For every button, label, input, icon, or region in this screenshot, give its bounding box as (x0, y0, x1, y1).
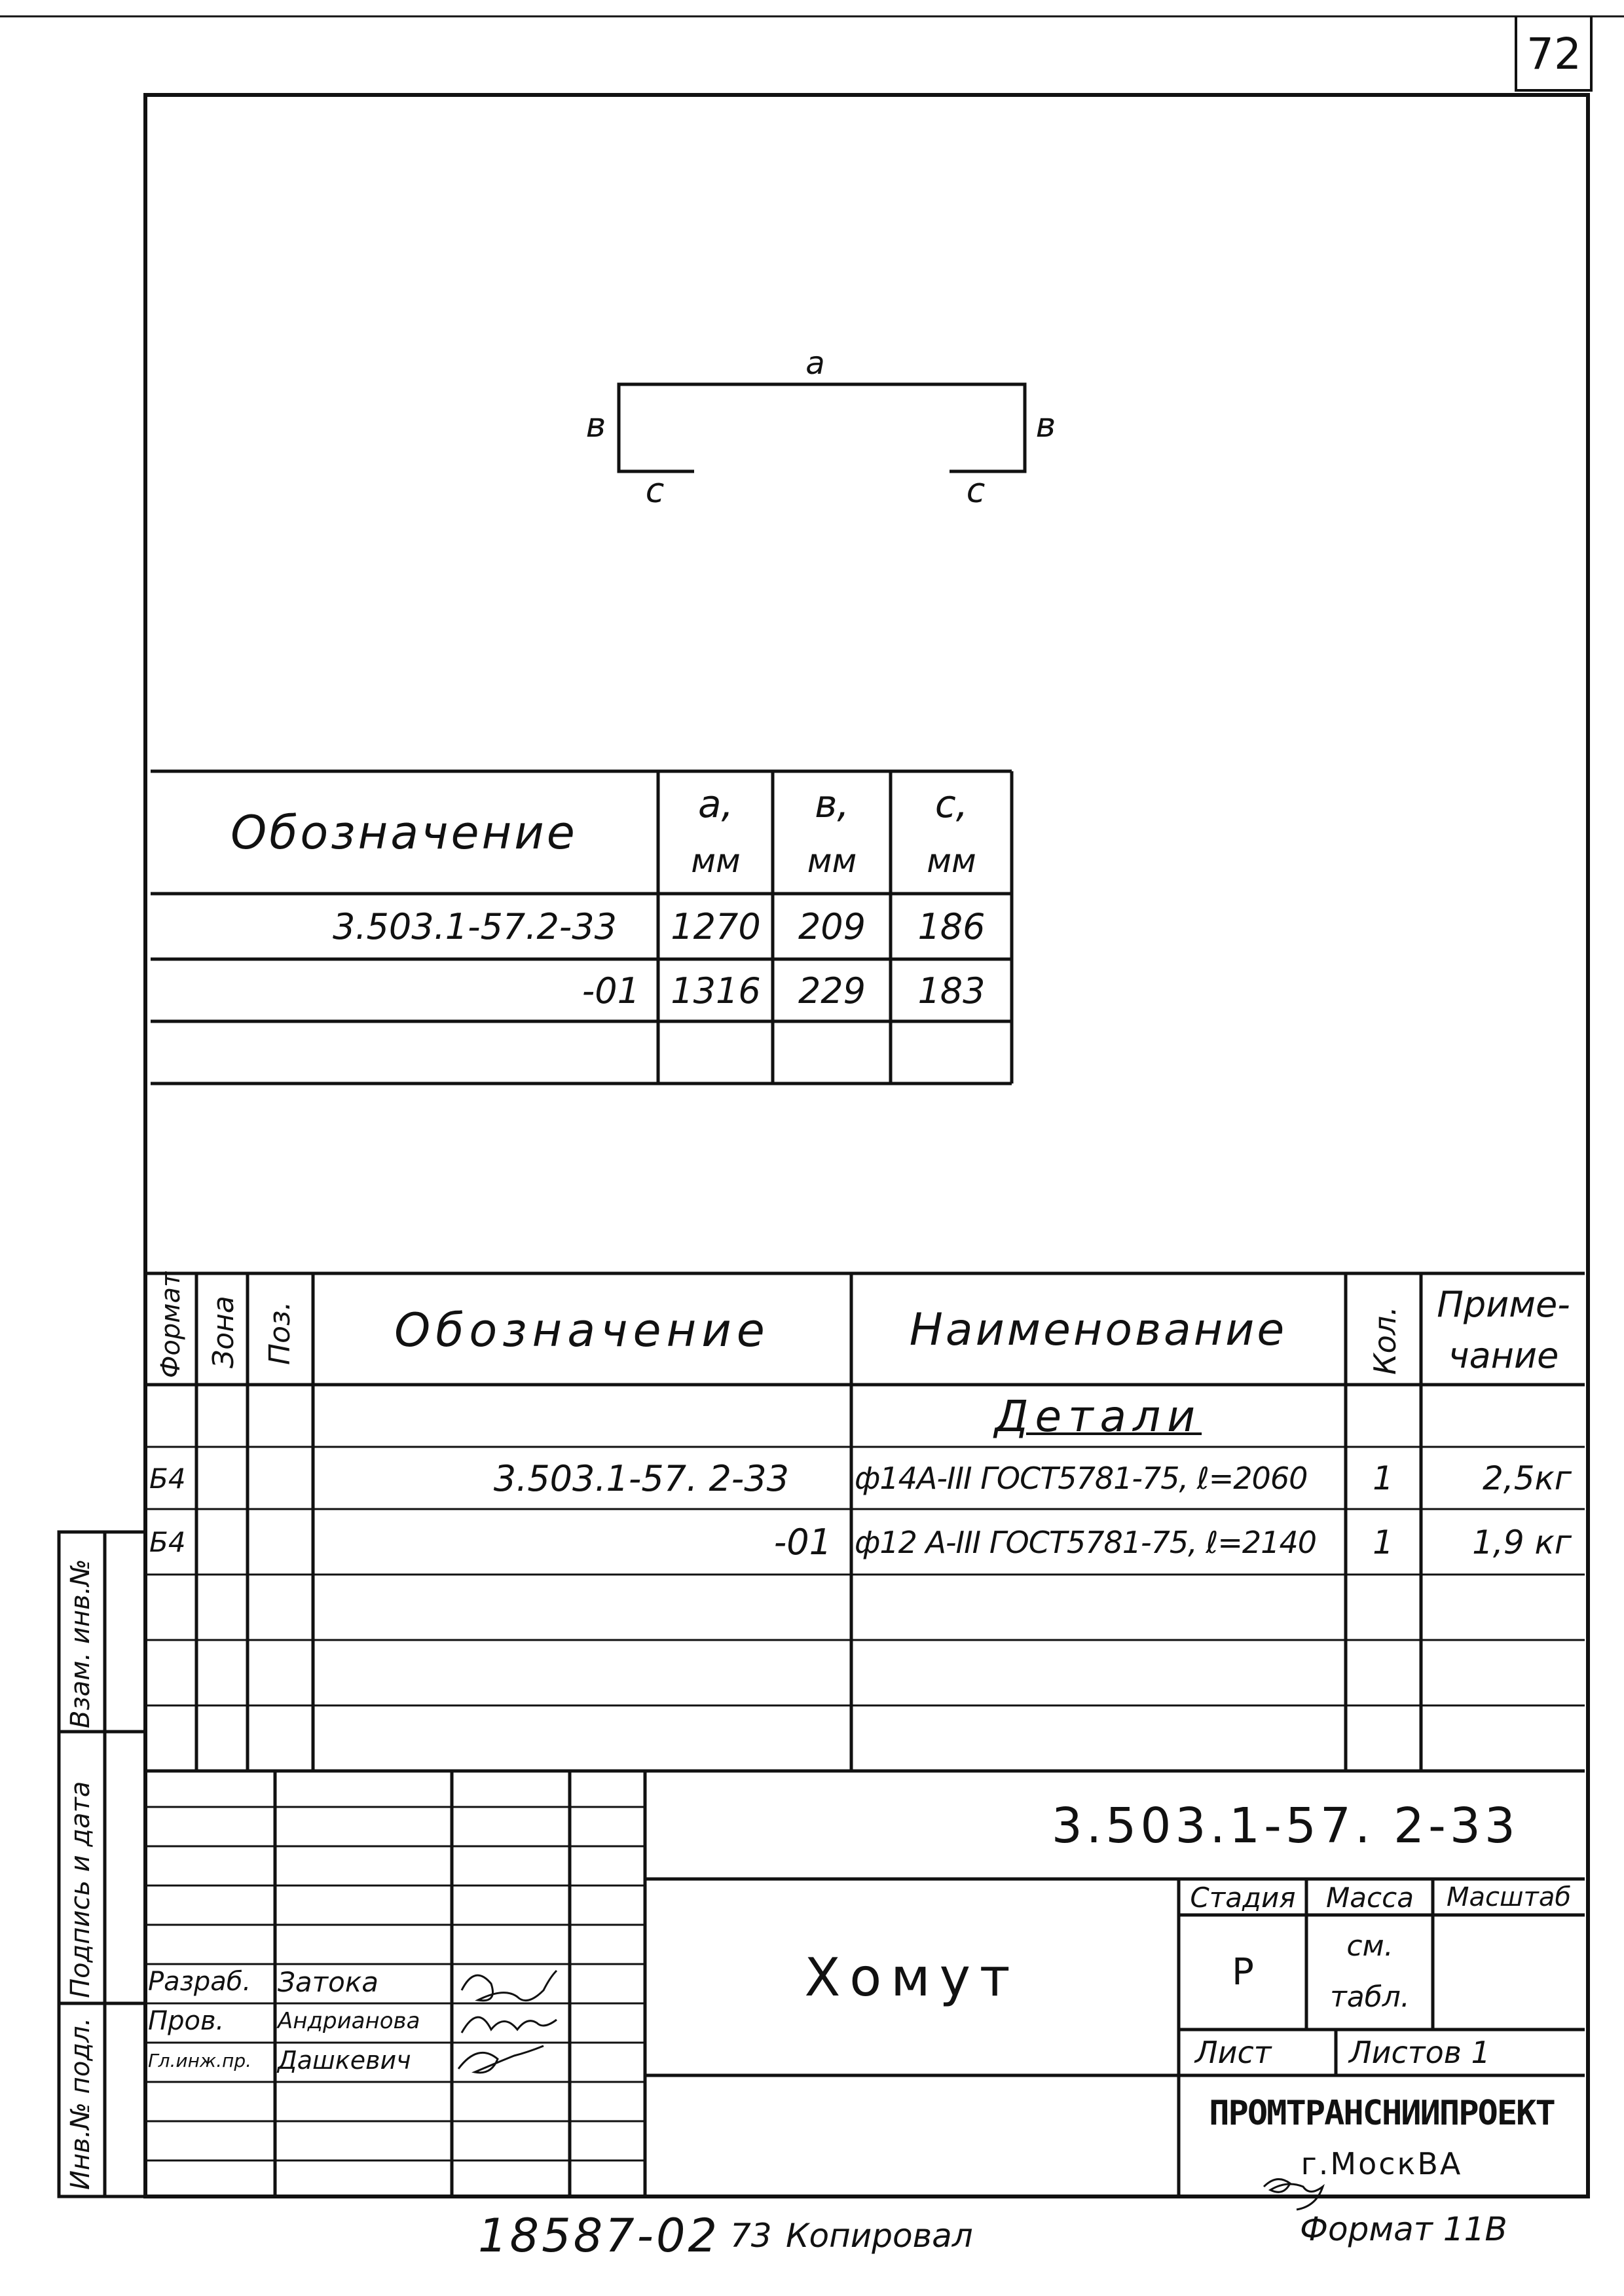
role-chief-engineer: Гл.инж.пр. (148, 2049, 252, 2071)
spec-header-format: Формат (156, 1271, 186, 1378)
name-checker: Андрианова (278, 2008, 420, 2034)
document-code: 3.503.1-57. 2-33 (1051, 1798, 1519, 1854)
format-label: Формат 11В (1300, 2210, 1507, 2248)
table-cell-a: 1270 (671, 906, 761, 947)
spec-header-designation: Обозначение (394, 1303, 770, 1357)
dim-header-designation: Обозначение (231, 805, 578, 860)
scale-label: Масштаб (1446, 1882, 1572, 1912)
spec-header-note-line2: чание (1448, 1334, 1559, 1376)
spec-header-zone: Зона (207, 1296, 240, 1368)
organization-city: г.МоскВА (1301, 2146, 1463, 2181)
copied-number: 73 (730, 2217, 772, 2255)
spec-section-title: Детали (994, 1391, 1202, 1442)
spec-cell-qty: 1 (1373, 1459, 1393, 1497)
stage-value: Р (1232, 1951, 1254, 1994)
table-cell-b: 209 (798, 906, 866, 947)
page-number: 72 (1526, 29, 1581, 79)
dim-header-c: c, (934, 781, 969, 826)
sketch-label-a: a (805, 345, 825, 382)
sheets-label: Листов 1 (1349, 2035, 1490, 2070)
role-developer: Разраб. (148, 1967, 251, 1997)
table-cell-b: 229 (798, 970, 866, 1011)
sheet-label: Лист (1195, 2035, 1272, 2070)
name-chief-engineer: Дашкевич (278, 2046, 411, 2075)
stamp-inv-podl: Инв.№ подл. (65, 2017, 96, 2190)
spec-cell-format: Б4 (149, 1462, 186, 1495)
organization-name: ПРОМТРАНСНИИПРОЕКТ (1209, 2093, 1555, 2133)
inventory-number: 18587-02 (478, 2209, 720, 2263)
stage-label: Стадия (1190, 1881, 1296, 1914)
spec-cell-name: ф12 А-III ГОСТ5781-75, ℓ=2140 (855, 1524, 1316, 1560)
document-title: Хомут (804, 1946, 1020, 2008)
table-cell-a: 1316 (671, 970, 761, 1011)
table-row-designation: -01 (581, 970, 640, 1011)
spec-header-note-line1: Приме- (1437, 1284, 1570, 1325)
sketch-label-b-left: в (585, 406, 606, 445)
mass-value-line1: см. (1346, 1929, 1393, 1963)
copied-label: Копировал (786, 2217, 973, 2255)
spec-header-pos: Поз. (263, 1301, 297, 1365)
sketch-label-c-right: c (966, 471, 986, 511)
stamp-vzam-inv: Взам. инв.№ (65, 1559, 96, 1728)
spec-cell-note: 2,5кг (1483, 1459, 1572, 1497)
role-checker: Пров. (148, 2006, 225, 2036)
spec-cell-designation: 3.503.1-57. 2-33 (493, 1457, 789, 1499)
sketch-label-c-left: c (645, 471, 665, 511)
spec-cell-note: 1,9 кг (1472, 1523, 1572, 1561)
name-developer: Затока (278, 1965, 378, 1998)
table-cell-c: 186 (917, 906, 986, 947)
stamp-signature-date: Подпись и дата (65, 1781, 96, 1998)
dim-header-b-unit: мм (807, 842, 857, 880)
spec-header-name: Наименование (909, 1304, 1287, 1356)
spec-cell-designation: -01 (773, 1522, 832, 1563)
spec-header-qty: Кол. (1367, 1306, 1403, 1375)
dim-header-b: в, (815, 781, 849, 826)
mass-value-line2: табл. (1330, 1980, 1410, 2014)
dim-header-c-unit: мм (927, 842, 976, 880)
spec-cell-name: ф14А-III ГОСТ5781-75, ℓ=2060 (855, 1461, 1308, 1496)
table-row-designation: 3.503.1-57.2-33 (332, 906, 617, 947)
table-cell-c: 183 (917, 970, 986, 1011)
dim-header-a-unit: мм (691, 842, 741, 880)
dim-header-a: a, (698, 781, 733, 826)
mass-label: Масса (1326, 1881, 1414, 1914)
spec-cell-qty: 1 (1373, 1523, 1393, 1561)
sketch-label-b-right: в (1035, 406, 1056, 445)
spec-cell-format: Б4 (149, 1526, 186, 1558)
